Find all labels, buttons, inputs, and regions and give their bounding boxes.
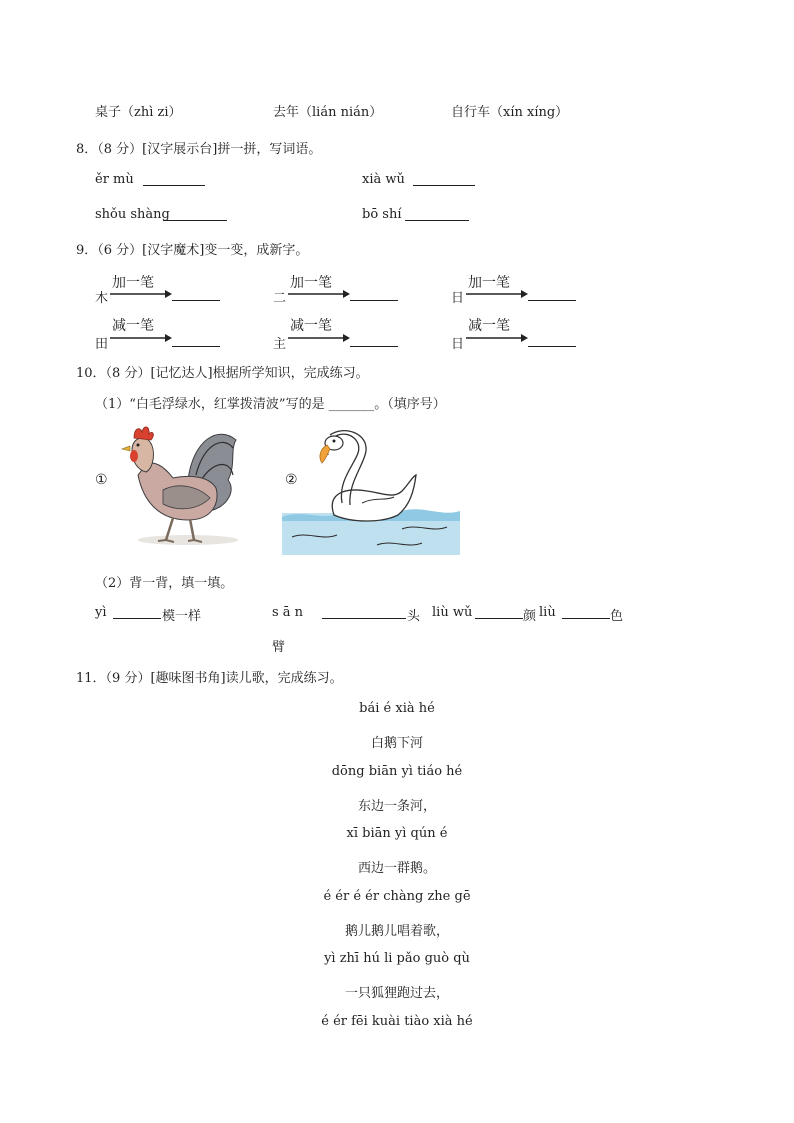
q9-op-label: 加一笔 [290, 275, 332, 291]
q9-op-label: 减一笔 [468, 318, 510, 334]
fill-liuwu-tail: 颜 [523, 609, 537, 624]
option-1-label: ① [95, 472, 108, 488]
word-qunian: 去年（lián nián） [273, 105, 383, 120]
q9-char-zhu: 主 [273, 337, 287, 352]
q8-blank-1[interactable] [143, 173, 205, 186]
arrow-icon [466, 289, 528, 299]
q10-part1: （1）“白毛浮绿水，红掌拨清波”写的是 _______。（填序号） [95, 397, 446, 412]
poem-line: 一只狐狸跑过去， [344, 986, 449, 1001]
poem-line: é ér fēi kuài tiào xià hé [321, 1014, 473, 1029]
q8-blank-3[interactable] [163, 208, 227, 221]
q9-blank[interactable] [350, 334, 398, 347]
poem-line: xī biān yì qún é [346, 826, 448, 841]
q9-char-er: 二 [273, 291, 287, 306]
q11-title: 11．（9 分）[趣味图书角]读儿歌，完成练习。 [76, 671, 343, 686]
q9-blank[interactable] [528, 334, 576, 347]
arrow-icon [288, 333, 350, 343]
fill-liuwu-pinyin: liù wǔ [432, 605, 473, 620]
swan-image [282, 425, 462, 557]
q9-blank[interactable] [350, 288, 398, 301]
word-zhuozi: 桌子（zhì zi） [95, 105, 182, 120]
q8-blank-2[interactable] [413, 173, 475, 186]
q9-title: 9．（6 分）[汉字魔术]变一变，成新字。 [76, 243, 309, 258]
q8-title: 8．（8 分）[汉字展示台]拼一拼，写词语。 [76, 142, 322, 157]
q9-char-mu: 木 [95, 291, 109, 306]
q9-op-label: 减一笔 [290, 318, 332, 334]
poem-line: 白鹅下河 [370, 736, 423, 751]
q10-title: 10．（8 分）[记忆达人]根据所学知识，完成练习。 [76, 366, 369, 381]
poem-line: bái é xià hé [359, 701, 435, 716]
q8-blank-4[interactable] [405, 208, 469, 221]
fill-yi-tail: 模一样 [162, 609, 202, 624]
arrow-icon [288, 289, 350, 299]
q8-item-ermu: ěr mù [95, 172, 134, 187]
fill-san-pinyin: s ā n [272, 605, 304, 620]
q9-char-tian: 田 [95, 337, 109, 352]
poem-line: é ér é ér chàng zhe gē [323, 889, 471, 904]
q9-op-label: 减一笔 [112, 318, 154, 334]
fill-liu-pinyin: liù [539, 605, 556, 620]
poem-line: dōng biān yì tiáo hé [331, 764, 463, 779]
q9-op-label: 加一笔 [112, 275, 154, 291]
rooster-image [118, 420, 243, 548]
arrow-icon [110, 289, 172, 299]
option-2-label: ② [285, 472, 298, 488]
q9-blank[interactable] [172, 288, 220, 301]
fill-san-tail: 头 [407, 609, 421, 624]
q9-blank[interactable] [172, 334, 220, 347]
fill-yi-pinyin: yì [95, 605, 107, 620]
fill-liu-blank[interactable] [562, 606, 610, 619]
q8-item-shoushang: shǒu shàng [95, 207, 170, 222]
q10-part2: （2）背一背，填一填。 [95, 576, 234, 591]
fill-bi: 臂 [272, 640, 286, 655]
q9-char-ri: 日 [451, 291, 465, 306]
q8-item-boshi: bō shí [362, 207, 402, 222]
q9-char-ri2: 日 [451, 337, 465, 352]
arrow-icon [110, 333, 172, 343]
poem-line: 东边一条河， [357, 799, 436, 814]
q8-item-xiawu: xià wǔ [362, 172, 405, 187]
arrow-icon [466, 333, 528, 343]
poem-line: yì zhī hú li pǎo guò qù [324, 951, 470, 966]
fill-liu-tail: 色 [610, 609, 624, 624]
poem-line: 鹅儿鹅儿唱着歌， [344, 924, 449, 939]
q9-op-label: 加一笔 [468, 275, 510, 291]
q9-blank[interactable] [528, 288, 576, 301]
fill-yi-blank[interactable] [113, 606, 161, 619]
poem-line: 西边一群鹅。 [357, 861, 436, 876]
word-zixingche: 自行车（xín xíng） [451, 105, 569, 120]
fill-liuwu-blank[interactable] [475, 606, 523, 619]
fill-san-blank[interactable] [322, 606, 406, 619]
